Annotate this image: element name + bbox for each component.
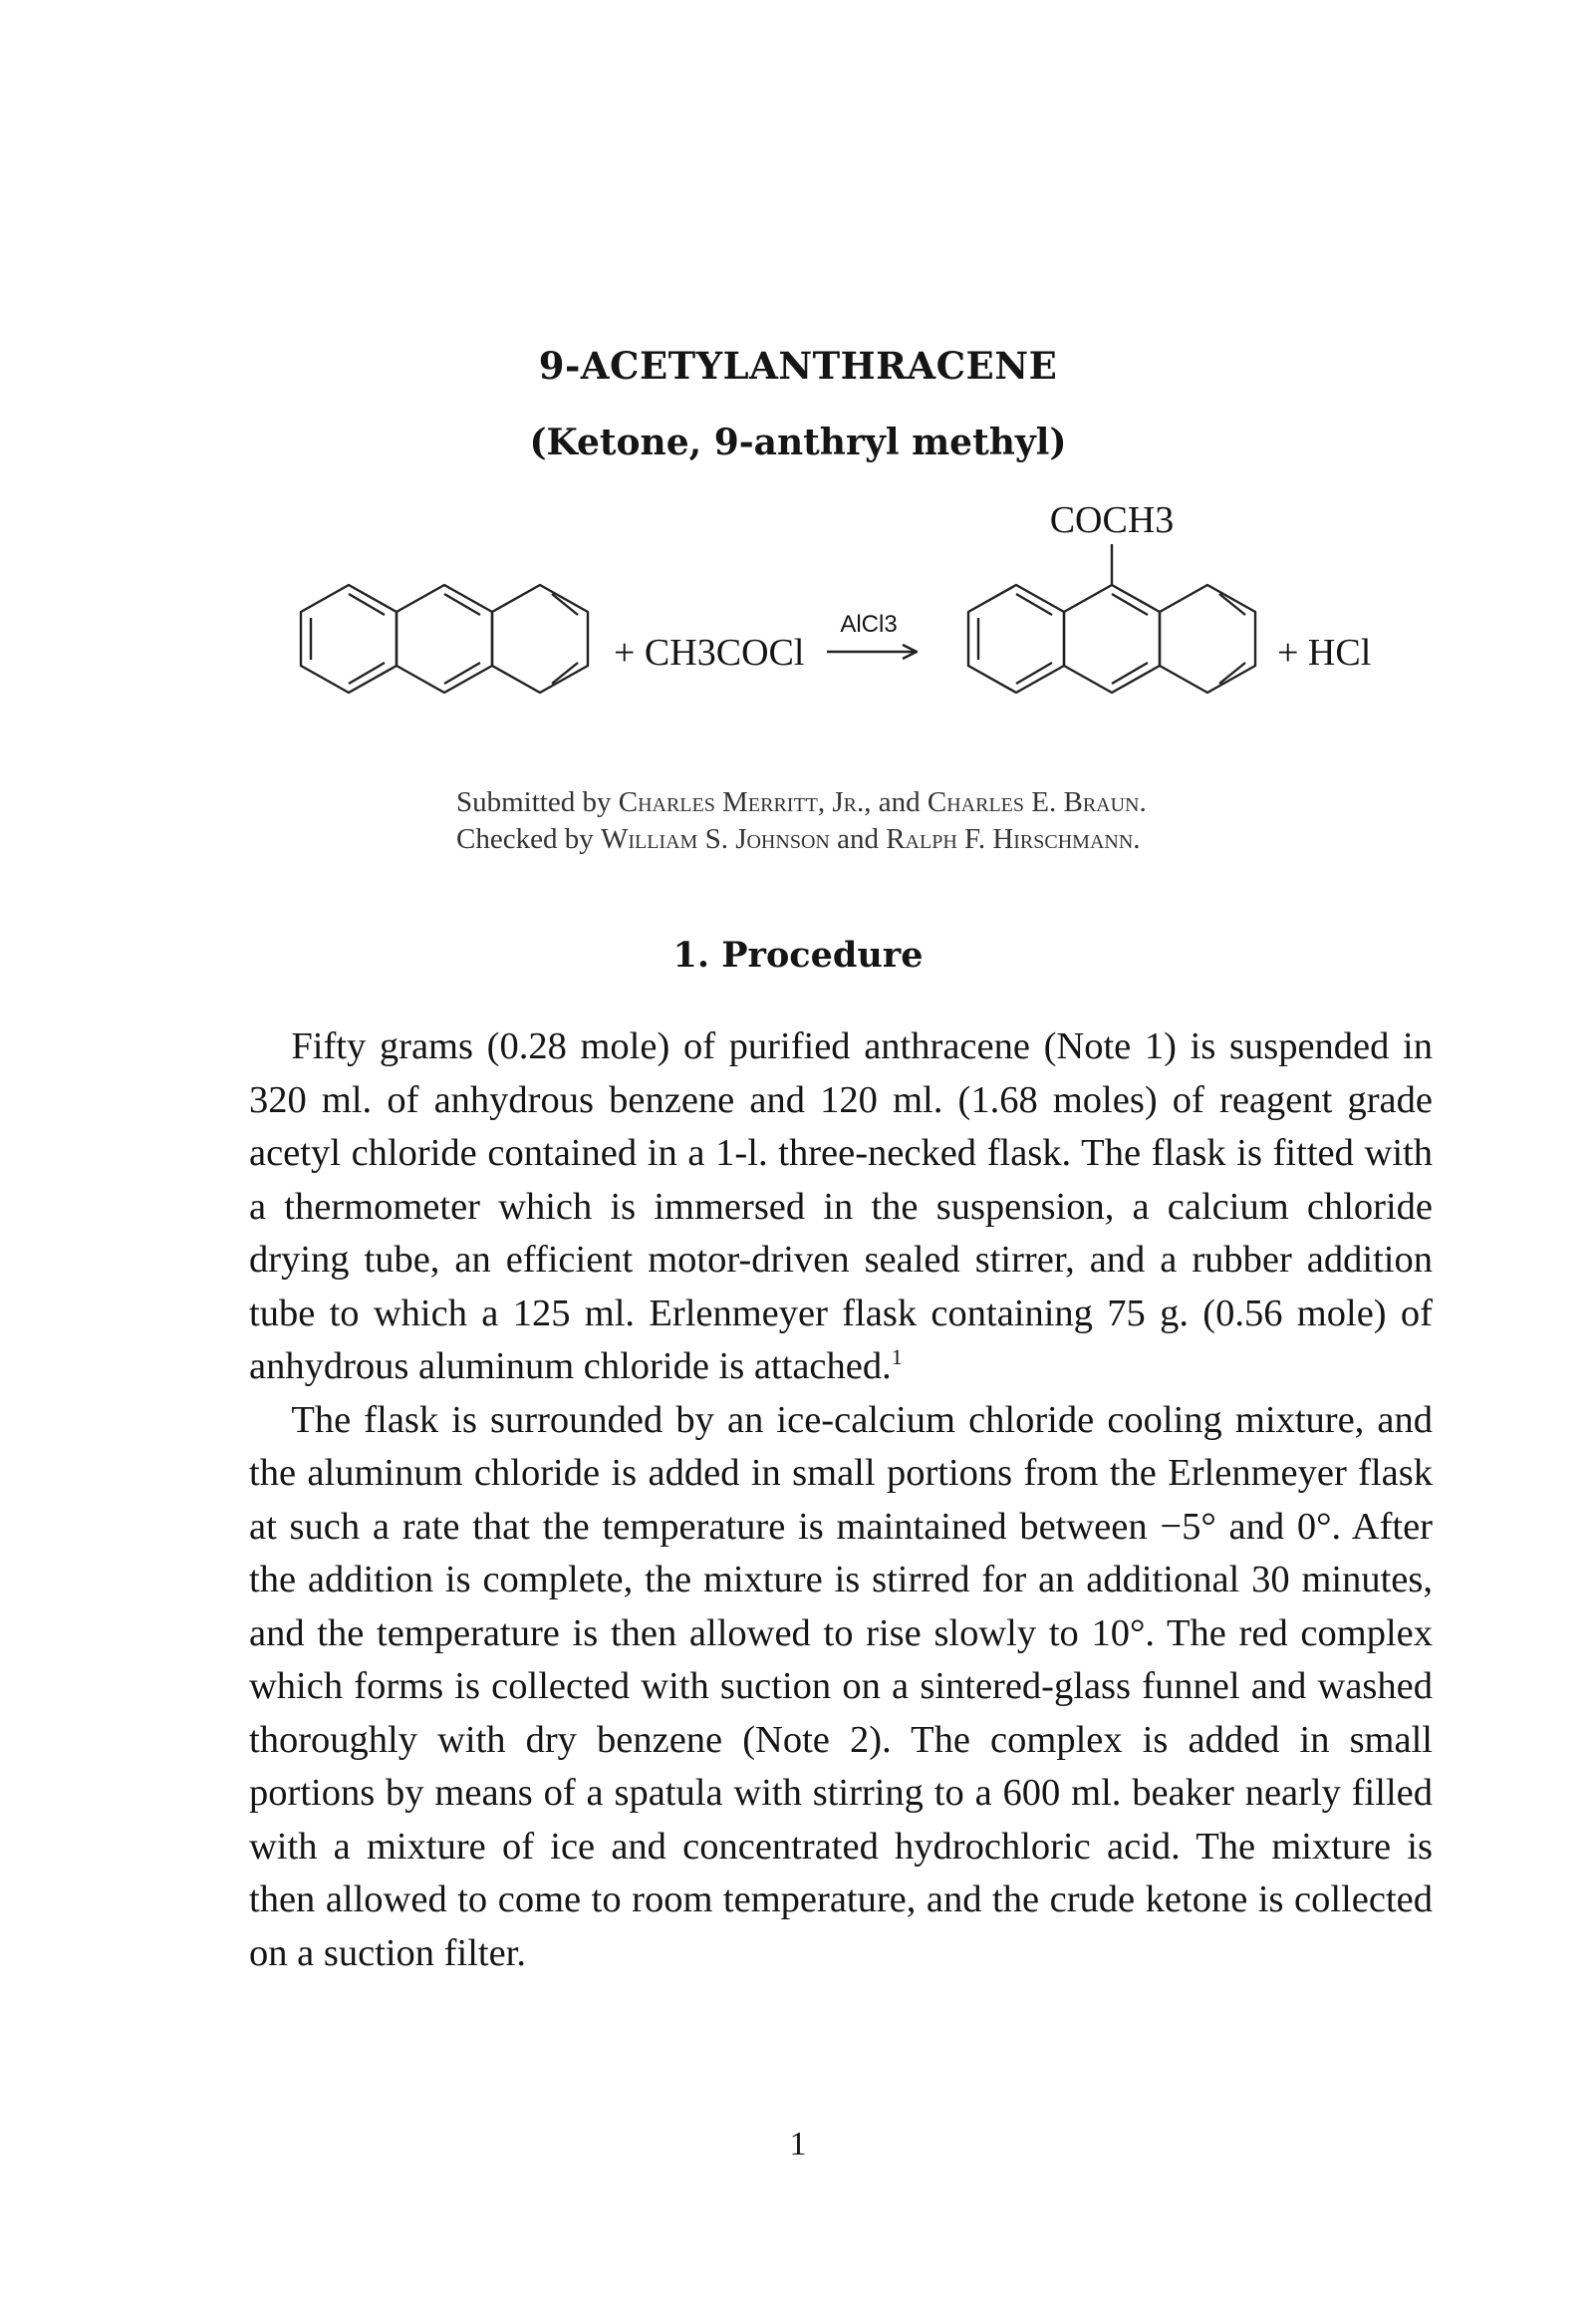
document-subtitle: (Ketone, 9-anthryl methyl) [529,422,1067,463]
document-title: 9-ACETYLANTHRACENE [538,344,1058,388]
footnote-marker: 1 [891,1344,903,1370]
anthracene-structure [301,585,588,693]
catalyst-label: AlCl3 [840,611,898,638]
reagent-label: + CH3COCl [614,632,805,674]
credits-block [456,784,1453,858]
substituent-label: COCH3 [1049,499,1175,541]
checked-line: Checked by William S. Johnson and Ralph F. Hirschmann. [456,823,1141,855]
submitted-line: Submitted by Charles Merritt, Jr., and Charles E. Braun. [456,786,1147,818]
page-number: 1 [789,2126,807,2163]
acetylanthracene-structure [968,544,1255,693]
reaction-arrow [827,645,917,659]
reaction-equation [0,488,1596,777]
byproduct-label: + HCl [1277,632,1372,674]
procedure-body [249,1020,1433,1980]
paragraph: The flask is surrounded by an ice-calcium chloride cooling mixture, and the aluminum chloride is added in small portions from the Erlenmeyer flask at such a rate that the temperature is maintained between −5° and 0°. After the addition is complete, the mixture is stirred for an additional 30 minutes, and the temperature is then allowed to rise slowly to 10°. The red complex which forms is collected with suction on a sintered-glass funnel and washed thoroughly with dry benzene (Note 2). The complex is added in small portions by means of a spatula with stirring to a 600 ml. beaker nearly filled with a mixture of ice and concentrated hydrochloric acid. The mixture is then allowed to come to room temperature, and the crude ketone is collected on a suction filter. [249,1398,1433,1974]
section-heading: 1. Procedure [672,935,924,976]
paragraph: Fifty grams (0.28 mole) of purified anthracene (Note 1) is suspended in 320 ml. of anhydrous benzene and 120 ml. (1.68 moles) of reagent grade acetyl chloride contained in a 1-l. three-necked flask. The flask is fitted with a thermometer which is immersed in the suspension, a calcium chloride drying tube, an efficient motor-driven sealed stirrer, and a rubber addition tube to which a 125 ml. Erlenmeyer flask containing 75 g. (0.56 mole) of anhydrous aluminum chloride is attached.$^1$ [249,1025,1433,1387]
